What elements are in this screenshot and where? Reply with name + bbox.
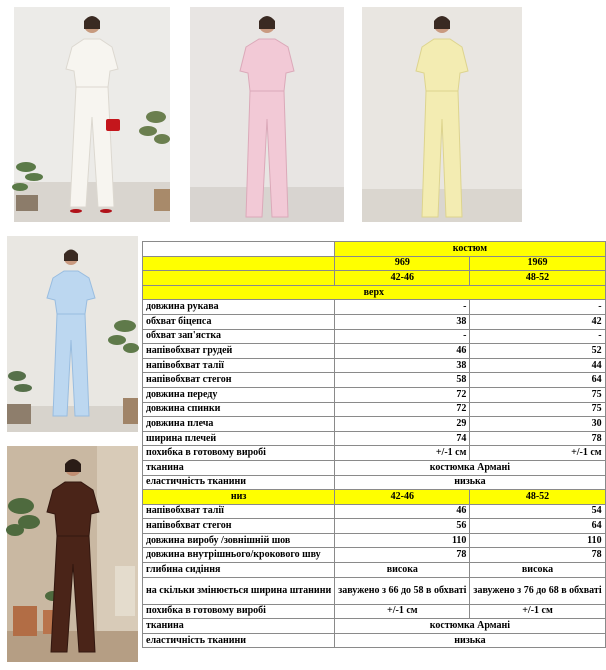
table-row: [143, 548, 606, 563]
table-row: [143, 373, 606, 388]
table-row: [143, 519, 606, 534]
photo-yellow-suit: [362, 7, 522, 222]
table-row: [143, 344, 606, 359]
row-label: довжина рукава: [143, 300, 335, 315]
seat-row: [143, 563, 606, 578]
row-value-1: 38: [335, 358, 470, 373]
row-label: ширина плечей: [143, 431, 335, 446]
row-value: костюмка Армані: [335, 460, 605, 475]
table-row: [143, 387, 606, 402]
table-row: [143, 446, 606, 461]
row-label: тканина: [143, 619, 335, 634]
top-section-row: [143, 285, 606, 300]
row-value-2: 64: [470, 519, 605, 534]
row-value-1: 72: [335, 387, 470, 402]
row-value: низька: [335, 633, 605, 648]
row-label: на скільки змінюється ширина штанини: [143, 577, 335, 604]
top-section-title: верх: [143, 285, 606, 300]
top-fabric-row: [143, 460, 606, 475]
row-value-1: 72: [335, 402, 470, 417]
row-label: напівобхват талії: [143, 358, 335, 373]
row-label: еластичність тканини: [143, 633, 335, 648]
row-label: довжина переду: [143, 387, 335, 402]
size-row: [143, 271, 606, 286]
row-value-1: +/-1 см: [335, 446, 470, 461]
photo-brown-suit: [7, 446, 138, 662]
row-value-1: висока: [335, 563, 470, 578]
bottom-size-1: 42-46: [335, 490, 470, 505]
bottom-section-row: [143, 490, 606, 505]
table-row: [143, 417, 606, 432]
row-value-1: +/-1 см: [335, 604, 470, 619]
row-label: обхват біцепса: [143, 314, 335, 329]
row-label: довжина спинки: [143, 402, 335, 417]
size-1: 42-46: [335, 271, 470, 286]
table-row: [143, 300, 606, 315]
table-row: [143, 402, 606, 417]
row-value-2: висока: [470, 563, 605, 578]
row-label: напівобхват стегон: [143, 519, 335, 534]
row-label: еластичність тканини: [143, 475, 335, 490]
row-value-2: 54: [470, 504, 605, 519]
row-value-2: 75: [470, 387, 605, 402]
photo-blue-suit: [7, 236, 138, 432]
model-2: 1969: [470, 256, 605, 271]
table-row: [143, 431, 606, 446]
row-value-2: завужено з 76 до 68 в обхваті: [470, 577, 605, 604]
row-value-2: +/-1 см: [470, 446, 605, 461]
table-row: [143, 504, 606, 519]
table-header-row: [143, 242, 606, 257]
row-value-1: 38: [335, 314, 470, 329]
bottom-error-row: [143, 604, 606, 619]
row-label: напівобхват грудей: [143, 344, 335, 359]
row-label: напівобхват талії: [143, 504, 335, 519]
row-value-2: +/-1 см: [470, 604, 605, 619]
row-value: низька: [335, 475, 605, 490]
row-value: костюмка Армані: [335, 619, 605, 634]
row-value-1: 46: [335, 344, 470, 359]
row-value-1: -: [335, 300, 470, 315]
row-label: обхват зап'ястка: [143, 329, 335, 344]
row-value-2: -: [470, 300, 605, 315]
row-label: похибка в готовому виробі: [143, 446, 335, 461]
table-title: костюм: [335, 242, 605, 257]
table-row: [143, 358, 606, 373]
row-value-2: 78: [470, 548, 605, 563]
row-label: тканина: [143, 460, 335, 475]
bottom-section-title: низ: [143, 490, 335, 505]
model-1: 969: [335, 256, 470, 271]
photo-white-suit: [14, 7, 170, 222]
row-value-1: -: [335, 329, 470, 344]
row-value-1: 110: [335, 533, 470, 548]
row-value-1: 78: [335, 548, 470, 563]
row-label: напівобхват стегон: [143, 373, 335, 388]
row-value-2: -: [470, 329, 605, 344]
row-label: глибина сидіння: [143, 563, 335, 578]
leg-width-row: [143, 577, 606, 604]
row-label: похибка в готовому виробі: [143, 604, 335, 619]
table-row: [143, 314, 606, 329]
model-row: [143, 256, 606, 271]
row-value-2: 42: [470, 314, 605, 329]
bottom-size-2: 48-52: [470, 490, 605, 505]
size-2: 48-52: [470, 271, 605, 286]
row-value-2: 52: [470, 344, 605, 359]
row-value-1: 58: [335, 373, 470, 388]
row-value-1: 29: [335, 417, 470, 432]
bottom-elastic-row: [143, 633, 606, 648]
table-row: [143, 533, 606, 548]
table-row: [143, 329, 606, 344]
row-value-1: завужено з 66 до 58 в обхваті: [335, 577, 470, 604]
row-label: довжина виробу /зовнішній шов: [143, 533, 335, 548]
bottom-rows: [143, 504, 606, 562]
size-table: [142, 241, 606, 648]
row-value-2: 75: [470, 402, 605, 417]
row-value-1: 56: [335, 519, 470, 534]
row-label: довжина плеча: [143, 417, 335, 432]
row-value-2: 78: [470, 431, 605, 446]
row-value-2: 110: [470, 533, 605, 548]
row-value-2: 30: [470, 417, 605, 432]
row-value-1: 46: [335, 504, 470, 519]
row-value-1: 74: [335, 431, 470, 446]
row-value-2: 64: [470, 373, 605, 388]
top-rows: [143, 300, 606, 461]
row-value-2: 44: [470, 358, 605, 373]
bottom-fabric-row: [143, 619, 606, 634]
photo-pink-suit: [190, 7, 344, 222]
top-elastic-row: [143, 475, 606, 490]
row-label: довжина внутрішнього/крокового шву: [143, 548, 335, 563]
